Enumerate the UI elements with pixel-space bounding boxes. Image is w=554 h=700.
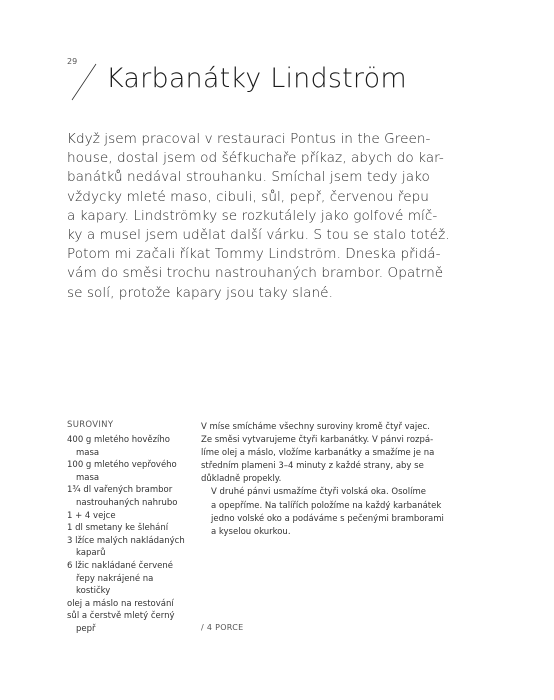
ingredients-heading: SUROVINY <box>67 420 114 430</box>
intro-line: banátků nedával strouhanku. Smíchal jsem tedy jako <box>67 169 430 186</box>
ingredient-item <box>67 510 187 523</box>
method-line: a kyselou okurkou. <box>211 526 291 537</box>
method-line: Ze směsi vytvarujeme čtyři karbanátky. V pánvi rozpá- <box>201 435 434 446</box>
ingredient-line: sůl a čerstvě mletý černý <box>67 611 175 622</box>
ingredient-line: 3 lžíce malých nakládaných <box>67 535 185 546</box>
ingredient-line: 1 dl smetany ke šlehání <box>67 523 169 534</box>
ingredient-item <box>67 598 187 611</box>
ingredient-line: kostičky <box>76 586 111 597</box>
intro-line: ky a musel jsem udělat další várku. S tou se stalo totéž. <box>67 227 450 244</box>
ingredient-item <box>67 535 187 560</box>
intro-line: a kapary. Lindströmky se rozkutálely jako golfové míč- <box>67 207 438 224</box>
ingredient-line: masa <box>76 447 100 458</box>
ingredient-line: 1¾ dl vařených brambor <box>67 485 173 496</box>
method-text <box>201 421 461 539</box>
ingredient-item <box>67 459 187 484</box>
page-number: 29 <box>67 57 78 66</box>
ingredient-line: nastrouhaných nahrubo <box>76 497 178 508</box>
method-line: a opepříme. Na talířích položíme na každý karbanátek <box>211 500 442 511</box>
ingredient-item <box>67 434 187 459</box>
ingredient-line: 400 g mletého hovězího <box>67 435 171 445</box>
ingredient-item <box>67 610 187 635</box>
intro-line: vždycky mleté maso, cibuli, sůl, pepř, červenou řepu <box>67 188 429 205</box>
method-paragraph-1 <box>201 421 461 486</box>
method-paragraph-2 <box>201 486 461 538</box>
ingredient-line: řepy nakrájené na <box>76 573 154 584</box>
intro-line: se solí, protože kapary jsou taky slané. <box>67 284 333 301</box>
method-line: jedno volské oko a podáváme s pečenými bramborami <box>211 513 444 524</box>
intro-line: Potom mi začali říkat Tommy Lindström. Dneska přidá- <box>67 246 441 263</box>
ingredient-line: 1 + 4 vejce <box>67 510 116 521</box>
ingredient-item <box>67 522 187 535</box>
ingredient-line: kaparů <box>76 548 106 559</box>
page-title: Karbanátky Lindström <box>106 63 407 94</box>
intro-line: vám do směsi trochu nastrouhaných brambor. Opatrně <box>67 265 444 282</box>
method-line: důkladně propekly. <box>201 474 282 485</box>
method-line: V druhé pánvi usmažíme čtyři volská oka. Osolíme <box>211 487 426 498</box>
intro-paragraph <box>67 130 487 303</box>
ingredient-line: 100 g mletého vepřového <box>67 460 177 471</box>
method-line: líme olej a máslo, vložíme karbanátky a smažíme je na <box>201 448 435 459</box>
ingredient-line: pepř <box>76 623 96 634</box>
ingredient-line: 6 lžic nakládané červené <box>67 560 173 571</box>
portions-label: / 4 PORCE <box>201 623 244 632</box>
ingredient-item <box>67 484 187 509</box>
ingredient-line: masa <box>76 472 100 483</box>
intro-line: house, dostal jsem od šéfkuchaře příkaz, abych do kar- <box>67 150 444 167</box>
intro-line: Když jsem pracoval v restauraci Pontus in the Green- <box>67 131 431 147</box>
method-line: V míse smícháme všechny suroviny kromě čtyř vajec. <box>201 422 430 432</box>
ingredient-item <box>67 560 187 598</box>
ingredient-line: olej a máslo na restování <box>67 598 174 609</box>
ingredients-list <box>67 434 187 636</box>
method-line: středním plameni 3–4 minuty z každé strany, aby se <box>201 461 424 472</box>
